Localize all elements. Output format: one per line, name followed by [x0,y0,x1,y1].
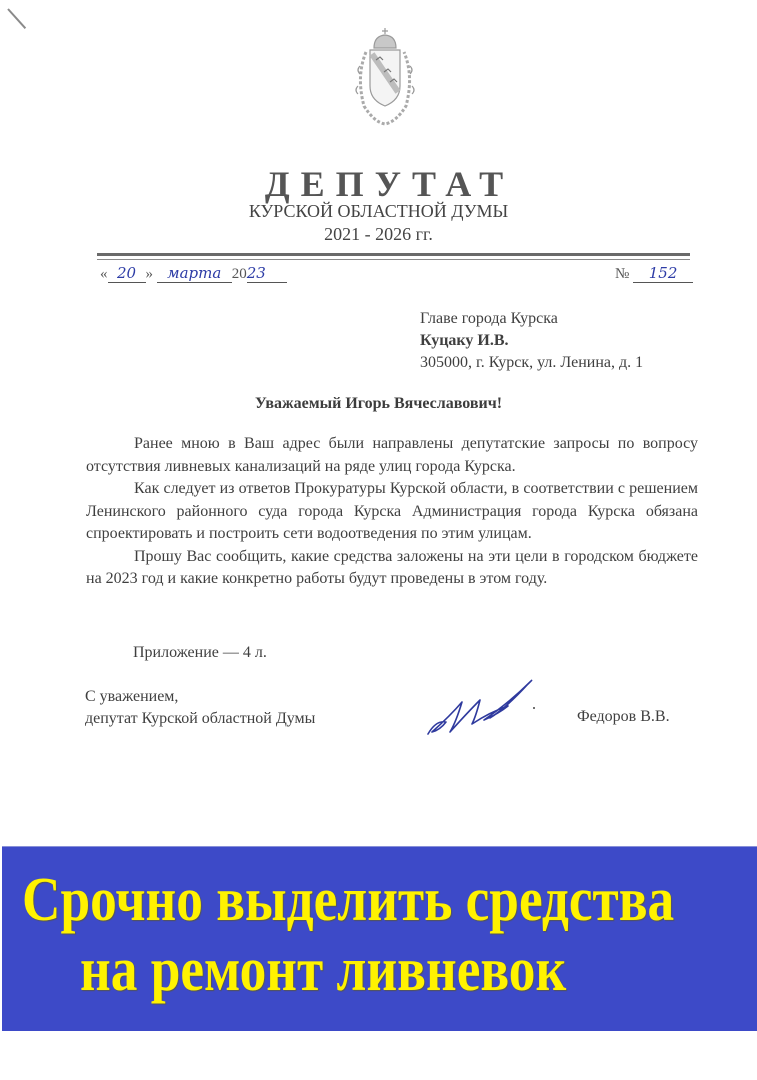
coat-of-arms-icon [350,26,420,136]
date-day: 20 [108,264,146,283]
open-quote: « [100,266,108,282]
addressee-block [420,308,643,374]
addressee-name: Куцаку И.В. [420,332,509,349]
header-rule-thin [97,259,690,260]
date-month: марта [157,264,232,283]
addressee-address: 305000, г. Курск, ул. Ленина, д. 1 [420,354,644,371]
close-quote: » [145,266,153,282]
closing-line-1: С уважением, [85,688,179,705]
letterhead-title: ДЕПУТАТ [264,164,515,204]
number-value: 152 [633,264,693,283]
letter-number [615,264,693,283]
paragraph: Ранее мною в Ваш адрес были направлены депутатские запросы по вопросу отсутствия ливневых канализаций на ряде улиц города Курска. [86,435,698,475]
headline-banner [2,846,757,1031]
signature-icon [410,672,540,747]
banner-line-2: на ремонт ливневок [80,936,567,1004]
letterhead-term: 2021 - 2026 гг. [324,224,433,244]
letterhead-subtitle: КУРСКОЙ ОБЛАСТНОЙ ДУМЫ [248,201,509,221]
date-year-suffix: 23 [247,264,287,283]
letter-date [100,264,287,283]
closing-block [85,686,315,730]
staple-mark [7,8,26,29]
paragraph: Как следует из ответов Прокуратуры Курской области, в соответствии с решением Ленинского районного суда города Курска Администрация города Курска обязана спроектировать и построить сети водоотведения по этим улицам. [86,480,698,542]
paragraph: Прошу Вас сообщить, какие средства заложены на эти цели в городском бюджете на 2023 год и какие конкретно работы будут проведены в этом году. [86,547,698,587]
annex-note: Приложение — 4 л. [133,644,267,661]
date-year-prefix: 20 [231,266,247,282]
number-label: № [615,266,630,282]
closing-line-2: депутат Курской областной Думы [85,710,316,727]
header-rule-thick [97,253,690,256]
letter-body [86,433,698,591]
banner-line-1: Срочно выделить средства [22,866,675,934]
addressee-position: Главе города Курска [420,310,558,327]
signer-name: Федоров В.В. [577,708,670,725]
greeting: Уважаемый Игорь Вячеславович! [254,395,503,412]
